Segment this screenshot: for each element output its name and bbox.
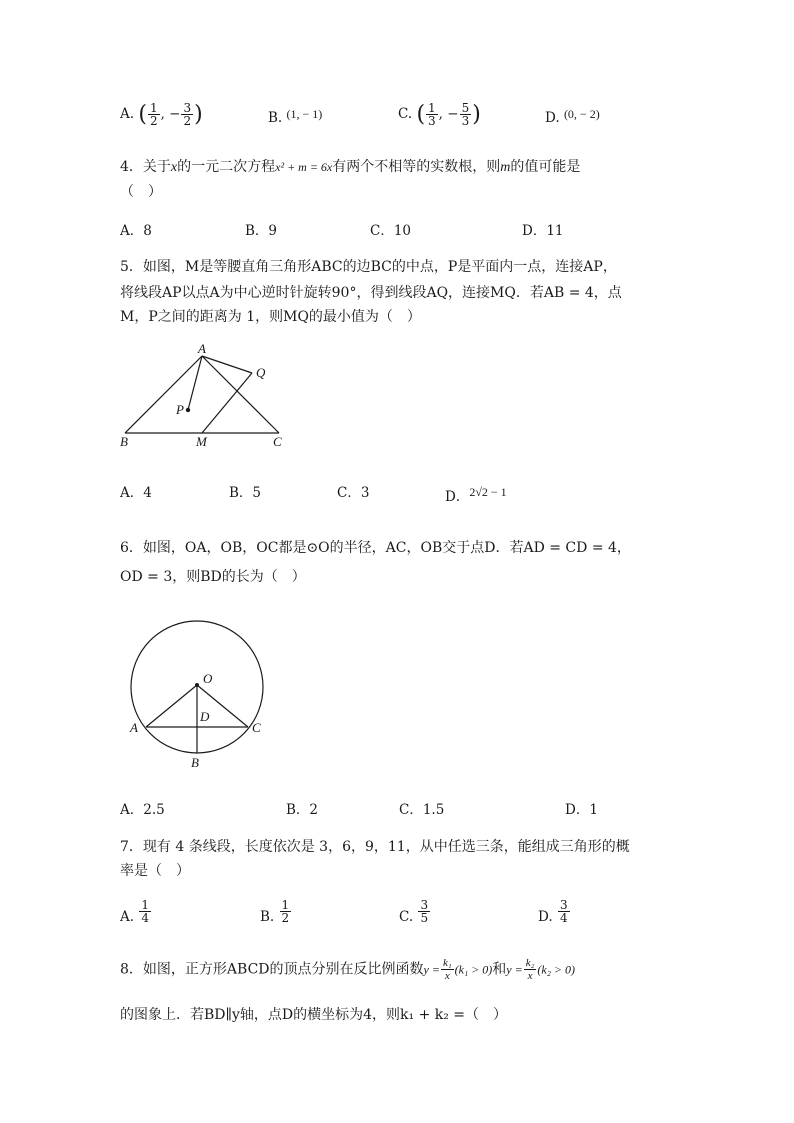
q5-option-a[interactable]: A．4 (120, 485, 152, 501)
option-letter: B. (260, 909, 275, 925)
segment-oa (146, 685, 197, 727)
fraction: $\frac{\text{k₁}}{x}$ (442, 957, 452, 982)
fraction: $\frac{1}{3}$ (428, 101, 436, 128)
q4-option-c[interactable]: C．10 (370, 223, 412, 239)
fraction: $\frac{3}{2}$ (183, 101, 192, 128)
q7-stem-line2: 率是（ ） (120, 863, 190, 879)
option-letter: C. (399, 909, 414, 925)
q4-option-d[interactable]: D．11 (522, 223, 564, 239)
fraction: $\frac{3}{5}$ (420, 898, 429, 925)
segment-aq (202, 356, 252, 373)
option-letter: D． (445, 489, 470, 505)
label-b: B (120, 434, 128, 449)
segment-ab (125, 356, 202, 433)
label-o: O (203, 671, 213, 686)
option-value: (0, − 2) (563, 107, 600, 121)
segment-mq (202, 373, 252, 433)
fraction: $\frac{3}{4}$ (559, 898, 568, 925)
equation: x² + m = 6x (275, 160, 333, 174)
q5-stem-line3: M，P之间的距离为 1，则MQ的最小值为（ ） (120, 309, 421, 325)
q7-option-c[interactable] (399, 899, 431, 924)
q3-option-b[interactable] (268, 107, 323, 126)
point-p-dot (186, 408, 190, 412)
q4-stem-line2: （ ） (120, 184, 162, 200)
q6-option-a[interactable]: A．2.5 (120, 802, 165, 818)
q5-stem-line2: 将线段AP以点A为中心逆时针旋转90°，得到线段AQ，连接MQ．若AB = 4，点 (120, 285, 622, 301)
center-o-dot (195, 683, 199, 687)
q3-option-a[interactable]: A. ( $\frac{1}{2}$ , − $\frac{3}{2}$ ) (120, 101, 203, 128)
label-a: A (130, 720, 138, 735)
option-letter: A. (120, 909, 135, 925)
q6-option-d[interactable]: D．1 (565, 802, 598, 818)
q4-option-a[interactable]: A．8 (120, 223, 152, 239)
q8-stem-line1: 8．如图，正方形ABCD的顶点分别在反比例函数y = $\frac{\text{k₁}}{x}$ (k₁ > 0)和y = $\frac{\text{k₂}}{x}$ (k₂ > 0) (120, 957, 576, 982)
option-value: (1, − 1) (286, 107, 323, 121)
label-d: D (200, 709, 210, 724)
fraction: $\frac{5}{3}$ (461, 101, 470, 128)
label-q: Q (256, 365, 266, 380)
q4-stem-line1: 4．关于x的一元二次方程x² + m = 6x有两个不相等的实数根，则m的值可能是 (120, 159, 581, 175)
option-letter: A. (120, 106, 135, 122)
label-m: M (196, 434, 207, 449)
q6-circle-figure (120, 610, 280, 775)
q6-stem-line1: 6．如图，OA，OB，OC都是⊙O的半径，AC，OB交于点D．若AD = CD = 4， (120, 540, 631, 556)
q8-stem-line2: 的图象上．若BD∥y轴，点D的横坐标为4，则k₁ + k₂ =（ ） (120, 1007, 508, 1023)
option-letter: D. (545, 110, 560, 126)
q5-stem-line1: 5．如图，M是等腰直角三角形ABC的边BC的中点，P是平面内一点，连接AP， (120, 259, 617, 275)
fraction: $\frac{1}{2}$ (281, 898, 290, 925)
segment-ac (202, 356, 279, 433)
q7-option-d[interactable] (538, 899, 571, 924)
fraction: $\frac{1}{4}$ (141, 898, 149, 925)
q6-option-c[interactable]: C．1.5 (399, 802, 445, 818)
q5-option-d[interactable] (445, 480, 507, 505)
option-letter: C. (398, 106, 413, 122)
q7-option-b[interactable] (260, 899, 292, 924)
option-letter: D. (538, 909, 553, 925)
q3-option-d[interactable] (545, 107, 600, 126)
label-p: P (176, 402, 184, 417)
q5-option-b[interactable]: B．5 (229, 485, 262, 501)
q7-option-a[interactable] (120, 899, 152, 924)
q6-option-b[interactable]: B．2 (286, 802, 319, 818)
q6-stem-line2: OD = 3，则BD的长为（ ） (120, 569, 306, 585)
q5-triangle-figure (110, 340, 300, 455)
segment-ap (188, 356, 202, 410)
label-a: A (198, 341, 206, 356)
label-c: C (252, 720, 261, 735)
fraction: $\frac{1}{2}$ (149, 101, 158, 128)
label-b: B (191, 755, 199, 770)
q3-option-c[interactable]: C. ( $\frac{1}{3}$ , − $\frac{5}{3}$ ) (398, 101, 481, 128)
fraction: $\frac{\text{k₂}}{x}$ (525, 957, 535, 982)
option-value: 2√2 − 1 (469, 485, 507, 499)
q7-stem-line1: 7．现有 4 条线段，长度依次是 3，6，9，11，从中任选三条，能组成三角形的概 (120, 839, 630, 855)
option-letter: B. (268, 110, 283, 126)
label-c: C (273, 434, 282, 449)
q4-option-b[interactable]: B．9 (245, 223, 278, 239)
q5-option-c[interactable]: C．3 (337, 485, 370, 501)
